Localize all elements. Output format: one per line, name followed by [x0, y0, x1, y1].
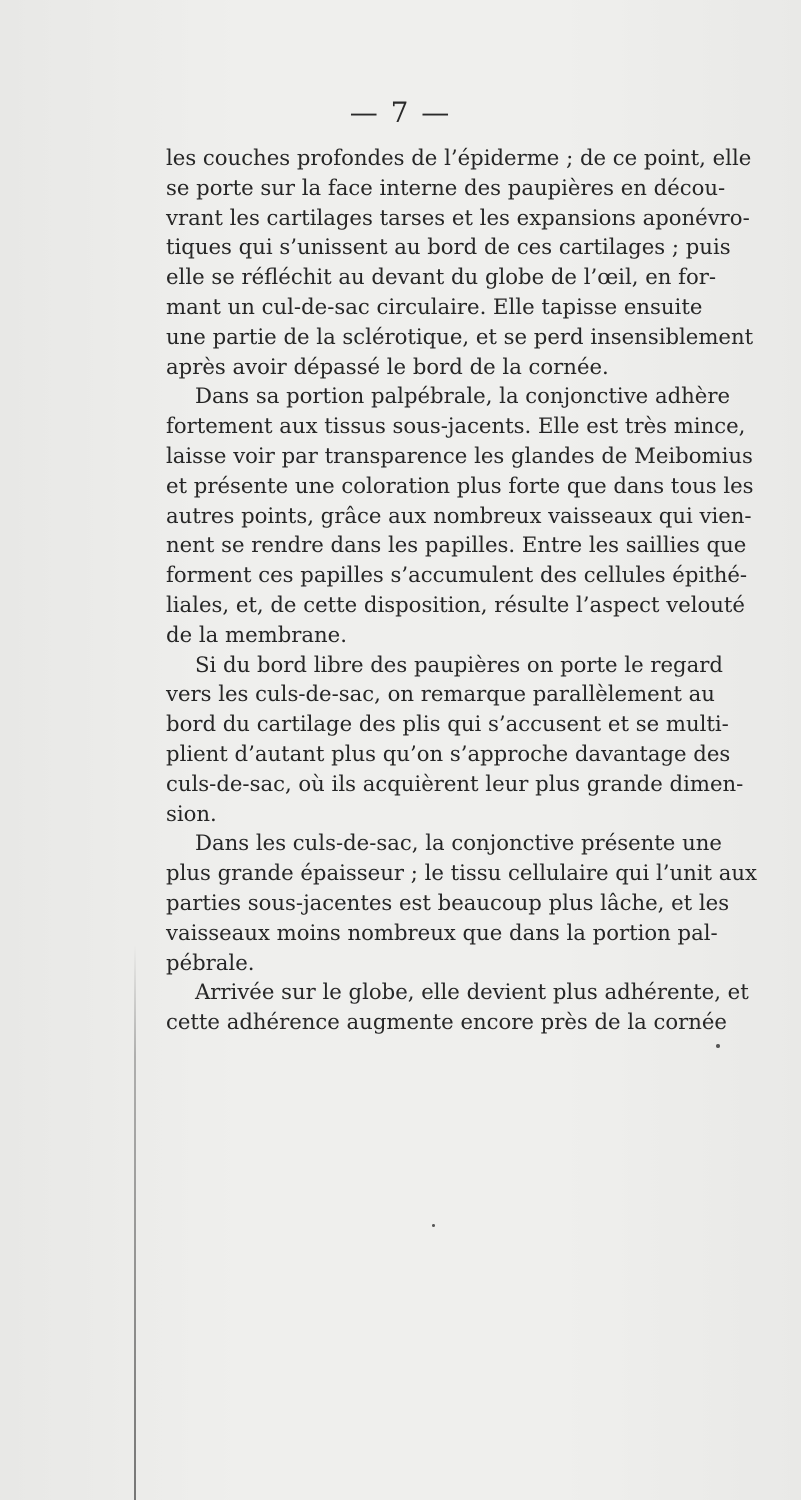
text-line: plient d’autant plus qu’on s’approche davantage des: [166, 740, 731, 766]
text-line: après avoir dépassé le bord de la cornée.: [166, 353, 609, 379]
text-line: elle se réfléchit au devant du globe de l’œil, en for-: [166, 264, 716, 290]
binding-shadow: [134, 945, 136, 1500]
text-line: fortement aux tissus sous-jacents. Elle est très mince,: [166, 413, 746, 439]
text-line: mant un cul-de-sac circulaire. Elle tapisse ensuite: [166, 293, 703, 319]
text-line: cette adhérence augmente encore près de la cornée: [166, 1009, 727, 1035]
paragraph-start: Si du bord libre des paupières on porte le regard: [195, 651, 723, 677]
text-line: une partie de la sclérotique, et se perd insensiblement: [166, 323, 754, 349]
text-line: laisse voir par transparence les glandes de Meibomius: [166, 442, 753, 468]
text-line: autres points, grâce aux nombreux vaisseaux qui vien-: [166, 502, 752, 528]
text-line: pébrale.: [166, 949, 255, 975]
text-line: bord du cartilage des plis qui s’accusent et se multi-: [166, 711, 729, 737]
text-line: nent se rendre dans les papilles. Entre les saillies que: [166, 532, 747, 558]
text-line: parties sous-jacentes est beaucoup plus lâche, et les: [166, 889, 730, 915]
text-line: sion.: [166, 800, 217, 826]
ink-speck: [716, 1044, 720, 1048]
paragraph-start: Dans sa portion palpébrale, la conjonctive adhère: [195, 383, 730, 409]
text-line: forment ces papilles s’accumulent des cellules épithé-: [166, 562, 748, 588]
text-line: plus grande épaisseur ; le tissu cellulaire qui l’unit aux: [166, 860, 758, 886]
text-line: vaisseaux moins nombreux que dans la portion pal-: [166, 919, 718, 945]
text-line: liales, et, de cette disposition, résulte l’aspect velouté: [166, 591, 745, 617]
paragraph-start: Arrivée sur le globe, elle devient plus adhérente, et: [195, 979, 749, 1005]
text-line: culs-de-sac, où ils acquièrent leur plus grande dimen-: [166, 770, 744, 796]
paragraph-start: Dans les culs-de-sac, la conjonctive présente une: [195, 830, 722, 856]
body-text: [166, 143, 758, 1037]
page-number: — 7 —: [349, 96, 452, 129]
ink-speck: [432, 1224, 435, 1227]
text-line: se porte sur la face interne des paupières en décou-: [166, 174, 726, 200]
text-line: de la membrane.: [166, 621, 347, 647]
text-line: vers les culs-de-sac, on remarque parallèlement au: [166, 681, 715, 707]
text-line: tiques qui s’unissent au bord de ces cartilages ; puis: [166, 234, 731, 260]
text-line: les couches profondes de l’épiderme ; de ce point, elle: [166, 145, 752, 170]
text-line: vrant les cartilages tarses et les expansions aponévro-: [166, 204, 750, 230]
text-line: et présente une coloration plus forte que dans tous les: [166, 472, 754, 498]
